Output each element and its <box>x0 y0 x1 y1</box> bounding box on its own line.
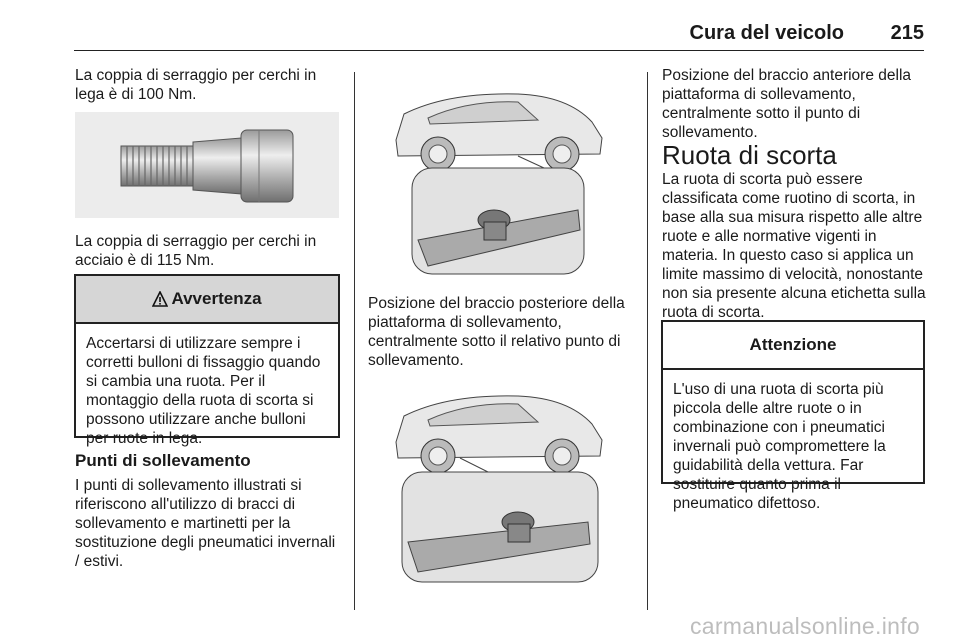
rear-lift-caption: Posizione del braccio posteriore della piattaforma di sollevamento, centralmente sotto il relativo punto di sollevamento. <box>368 295 625 369</box>
spare-wheel-text: La ruota di scorta può essere classificata come ruotino di scorta, in base alla sua misura rispetto alle altre ruote e alle normative vigenti in materia. In questo caso si applica un limite massimo di velocità, nonostante non sia presente alcuna etichetta sulla ruota di scorta. <box>662 171 926 321</box>
front-lift-point-illustration <box>368 372 632 584</box>
spare-wheel-heading: Ruota di scorta <box>662 140 837 170</box>
warning-triangle-icon <box>152 291 168 307</box>
warning-header <box>76 276 338 324</box>
front-lift-caption: Posizione del braccio anteriore della piattaforma di sollevamento, centralmente sotto il punto di sollevamento. <box>662 67 912 141</box>
caution-box <box>661 320 925 512</box>
lifting-points-heading: Punti di sollevamento <box>75 451 251 470</box>
watermark: carmanualsonline.info <box>689 613 920 639</box>
rear-lift-point-illustration <box>368 70 632 276</box>
warning-box <box>74 274 340 447</box>
caution-title: Attenzione <box>749 335 837 354</box>
section-title: Cura del veicolo <box>689 22 844 44</box>
caution-header <box>663 322 923 370</box>
page-number: 215 <box>890 22 924 44</box>
column-divider <box>354 72 355 610</box>
lifting-points-text: I punti di sollevamento illustrati si riferiscono all'utilizzo di bracci di sollevamento e martinetti per la sostituzione degli pneumatici invernali / estivi. <box>75 477 336 570</box>
header-rule <box>74 50 924 51</box>
warning-text: Accertarsi di utilizzare sempre i corretti bulloni di fissaggio quando si cambia una ruota. Per il montaggio della ruota di scorta si possono utilizzare anche bulloni per ruote in lega. <box>86 335 321 447</box>
torque-alloy-text: La coppia di serraggio per cerchi in lega è di 100 Nm. <box>75 67 317 103</box>
wheel-bolt-illustration <box>75 112 339 218</box>
torque-steel-text: La coppia di serraggio per cerchi in acciaio è di 115 Nm. <box>75 233 317 269</box>
warning-title: Avvertenza <box>171 289 262 308</box>
caution-text: L'uso di una ruota di scorta più piccola delle altre ruote o in combinazione con i pneumatici invernali può compromettere la guidabilità della vettura. Far sostituire quanto prima il pneumatico difettoso. <box>673 381 886 512</box>
column-divider <box>647 72 648 610</box>
